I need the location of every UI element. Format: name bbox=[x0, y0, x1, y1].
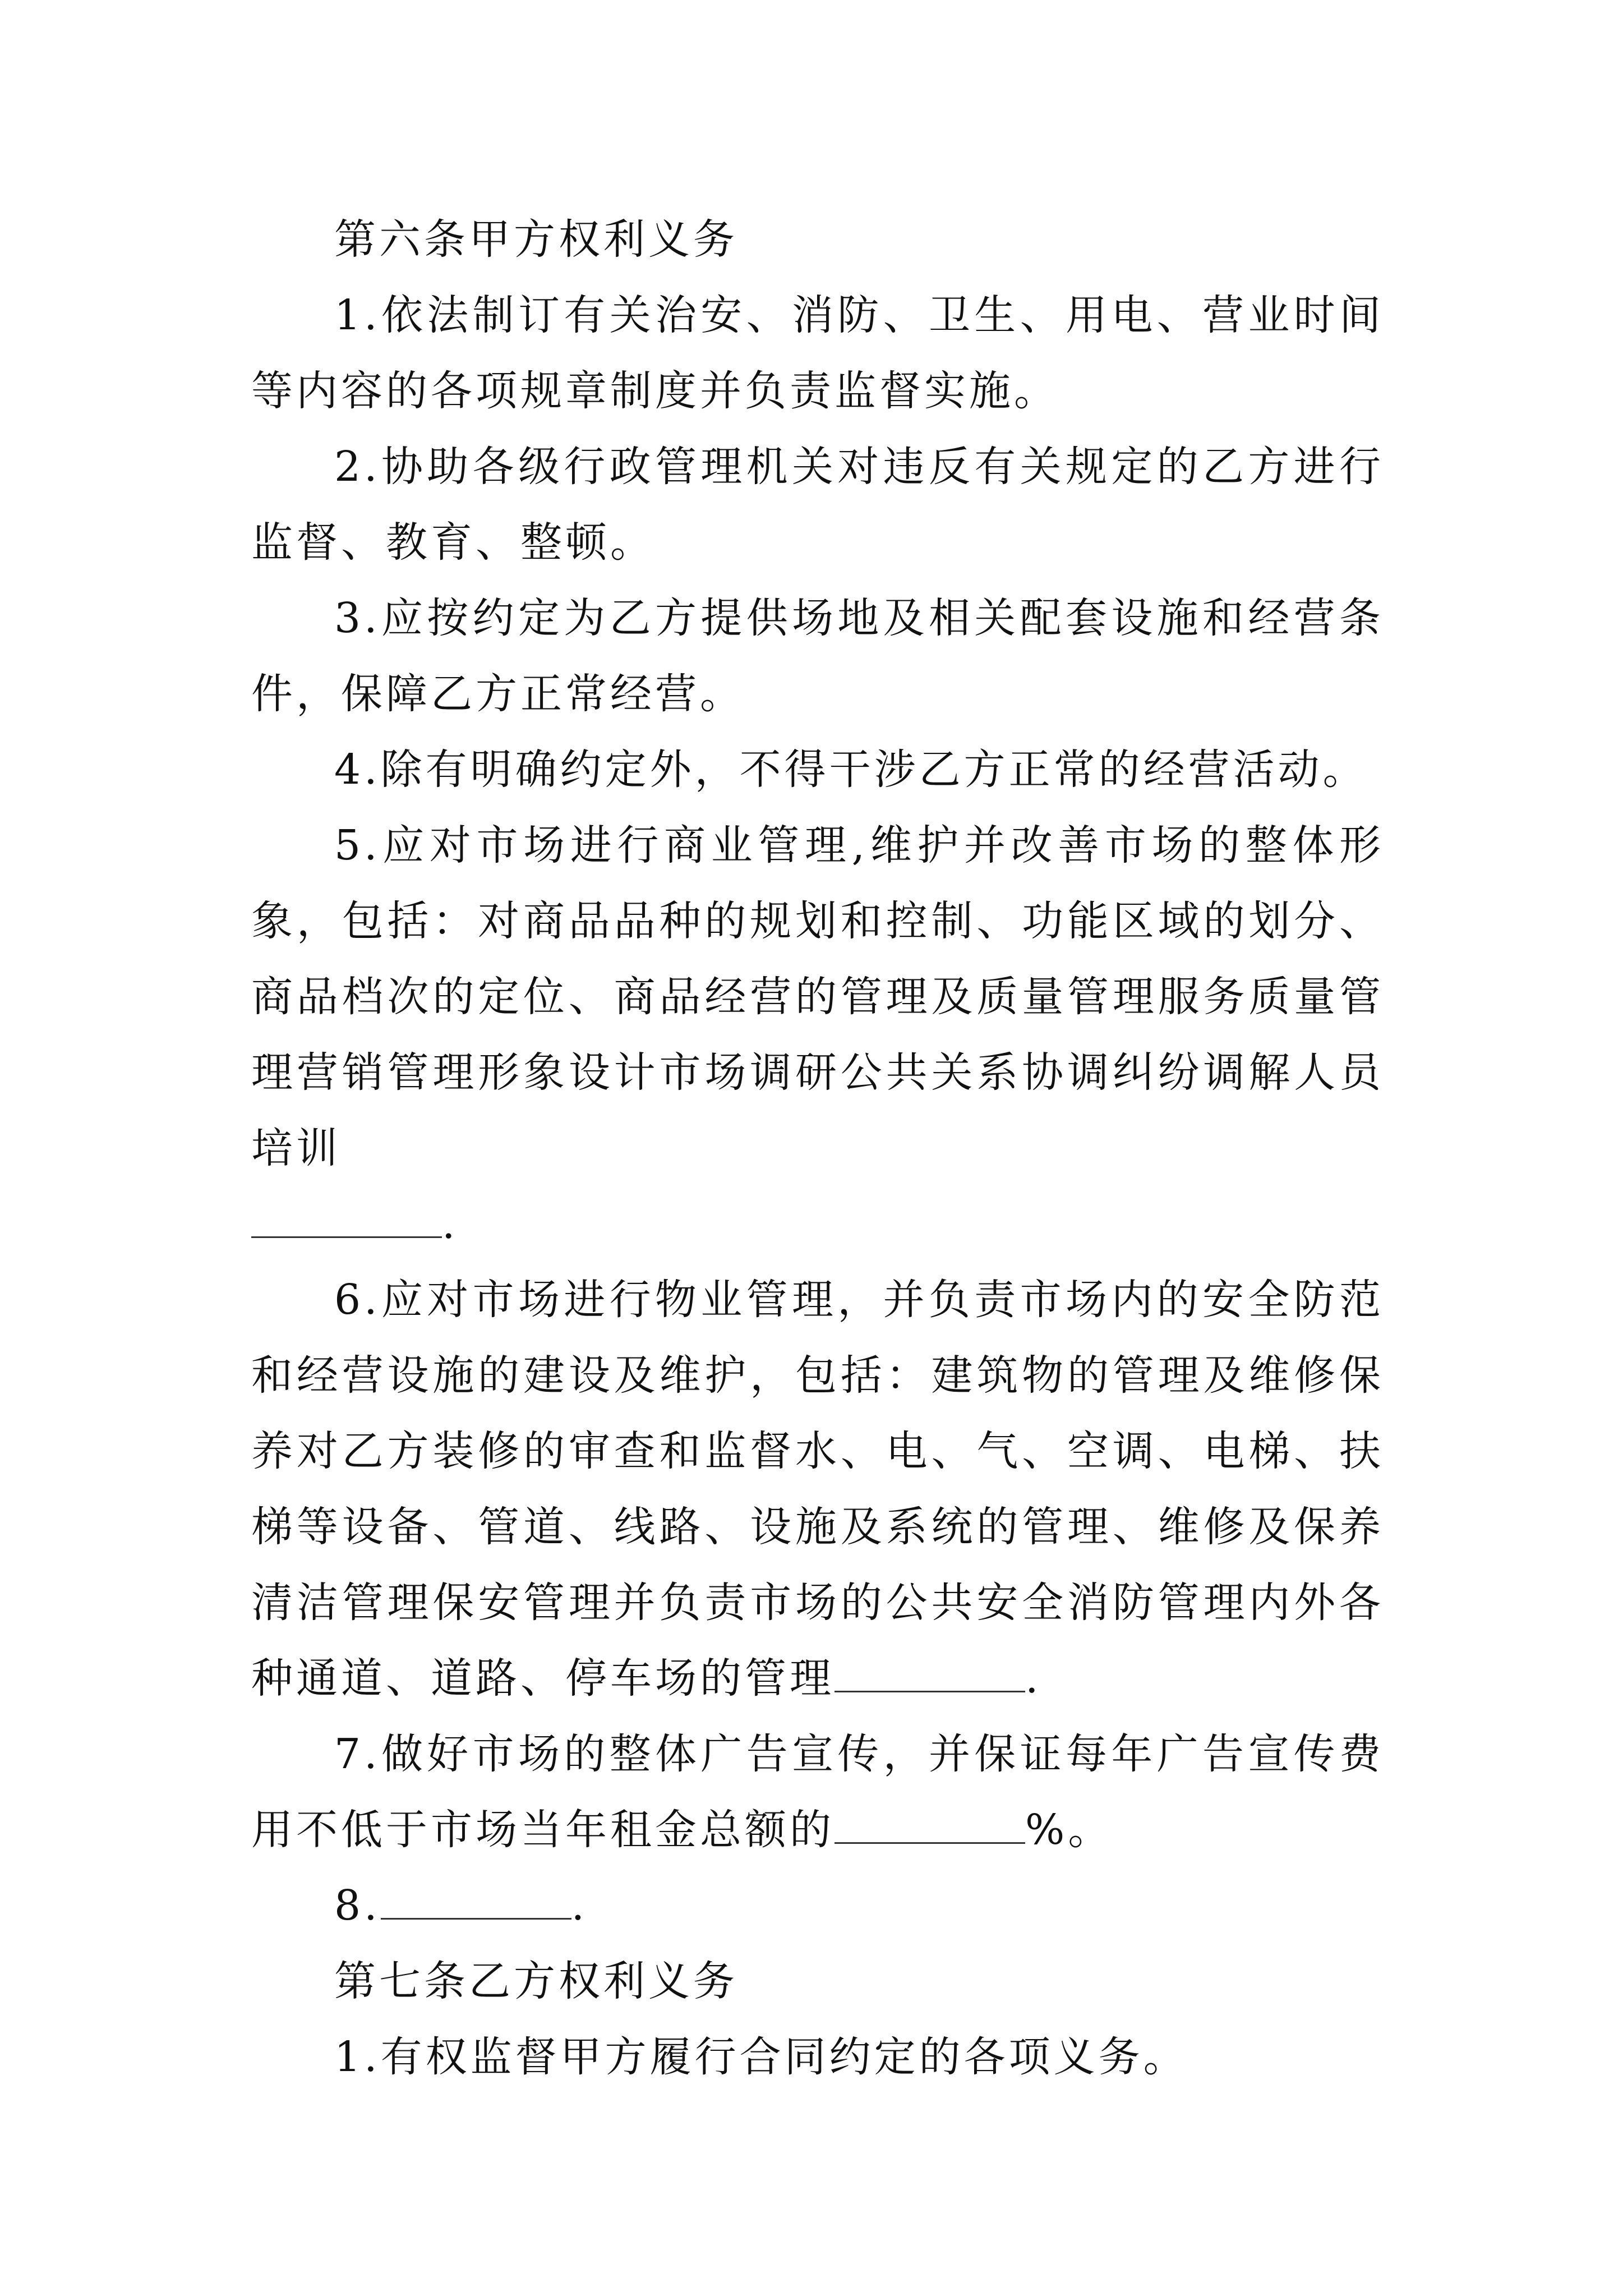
article-7-heading: 第七条乙方权利义务 bbox=[334, 1957, 738, 2005]
item-8-fill-blank bbox=[381, 1884, 571, 1920]
article-6-item-4: 4.除有明确约定外，不得干涉乙方正常的经营活动。 bbox=[334, 746, 1368, 794]
item-8-end: . bbox=[571, 1881, 588, 1930]
article-6-item-6 bbox=[251, 1262, 1384, 1717]
item-6-fill-blank bbox=[834, 1657, 1025, 1692]
item-5-end: . bbox=[442, 1200, 459, 1248]
item-6-end: . bbox=[1025, 1654, 1042, 1703]
item-5-text: 5.应对市场进行商业管理,维护并改善市场的整体形象，包括：对商品品种的规划和控制、功能区域的划分、商品档次的定位、商品经营的管理及质量管理服务质量管理营销管理形象设计市场调研公共关系协调纠纷调解人员培训 bbox=[251, 821, 1384, 1172]
document-body bbox=[251, 202, 1384, 2095]
item-5-fill-blank bbox=[251, 1203, 442, 1238]
item-5-blank-row bbox=[251, 1186, 1384, 1262]
article-6-item-3: 3.应按约定为乙方提供场地及相关配套设施和经营条件，保障乙方正常经营。 bbox=[251, 594, 1384, 718]
item-7-fill-blank bbox=[834, 1809, 1025, 1844]
article-6-item-7 bbox=[251, 1717, 1384, 1868]
item-6-text: 6.应对市场进行物业管理，并负责市场内的安全防范和经营设施的建设及维护，包括：建筑物的管理及维修保养对乙方装修的审查和监督水、电、气、空调、电梯、扶梯等设备、管道、线路、设施及系统的管理、维修及保养清洁管理保安管理并负责市场的公共安全消防管理内外各种通道、道路、停车场的管理 bbox=[251, 1276, 1384, 1703]
item-8-prefix: 8. bbox=[334, 1881, 381, 1930]
article-6-item-1: 1.依法制订有关治安、消防、卫生、用电、营业时间等内容的各项规章制度并负责监督实施。 bbox=[251, 291, 1384, 415]
article-6-item-5 bbox=[251, 808, 1384, 1186]
article-6-item-2: 2.协助各级行政管理机关对违反有关规定的乙方进行监督、教育、整顿。 bbox=[251, 443, 1384, 567]
article-6-item-8 bbox=[251, 1868, 1384, 1944]
item-7-end: %。 bbox=[1025, 1806, 1113, 1854]
article-6-heading: 第六条甲方权利义务 bbox=[334, 215, 738, 264]
article-7-item-1: 1.有权监督甲方履行合同约定的各项义务。 bbox=[334, 2033, 1188, 2081]
item-7-text: 7.做好市场的整体广告宣传，并保证每年广告宣传费用不低于市场当年租金总额的 bbox=[251, 1730, 1384, 1854]
